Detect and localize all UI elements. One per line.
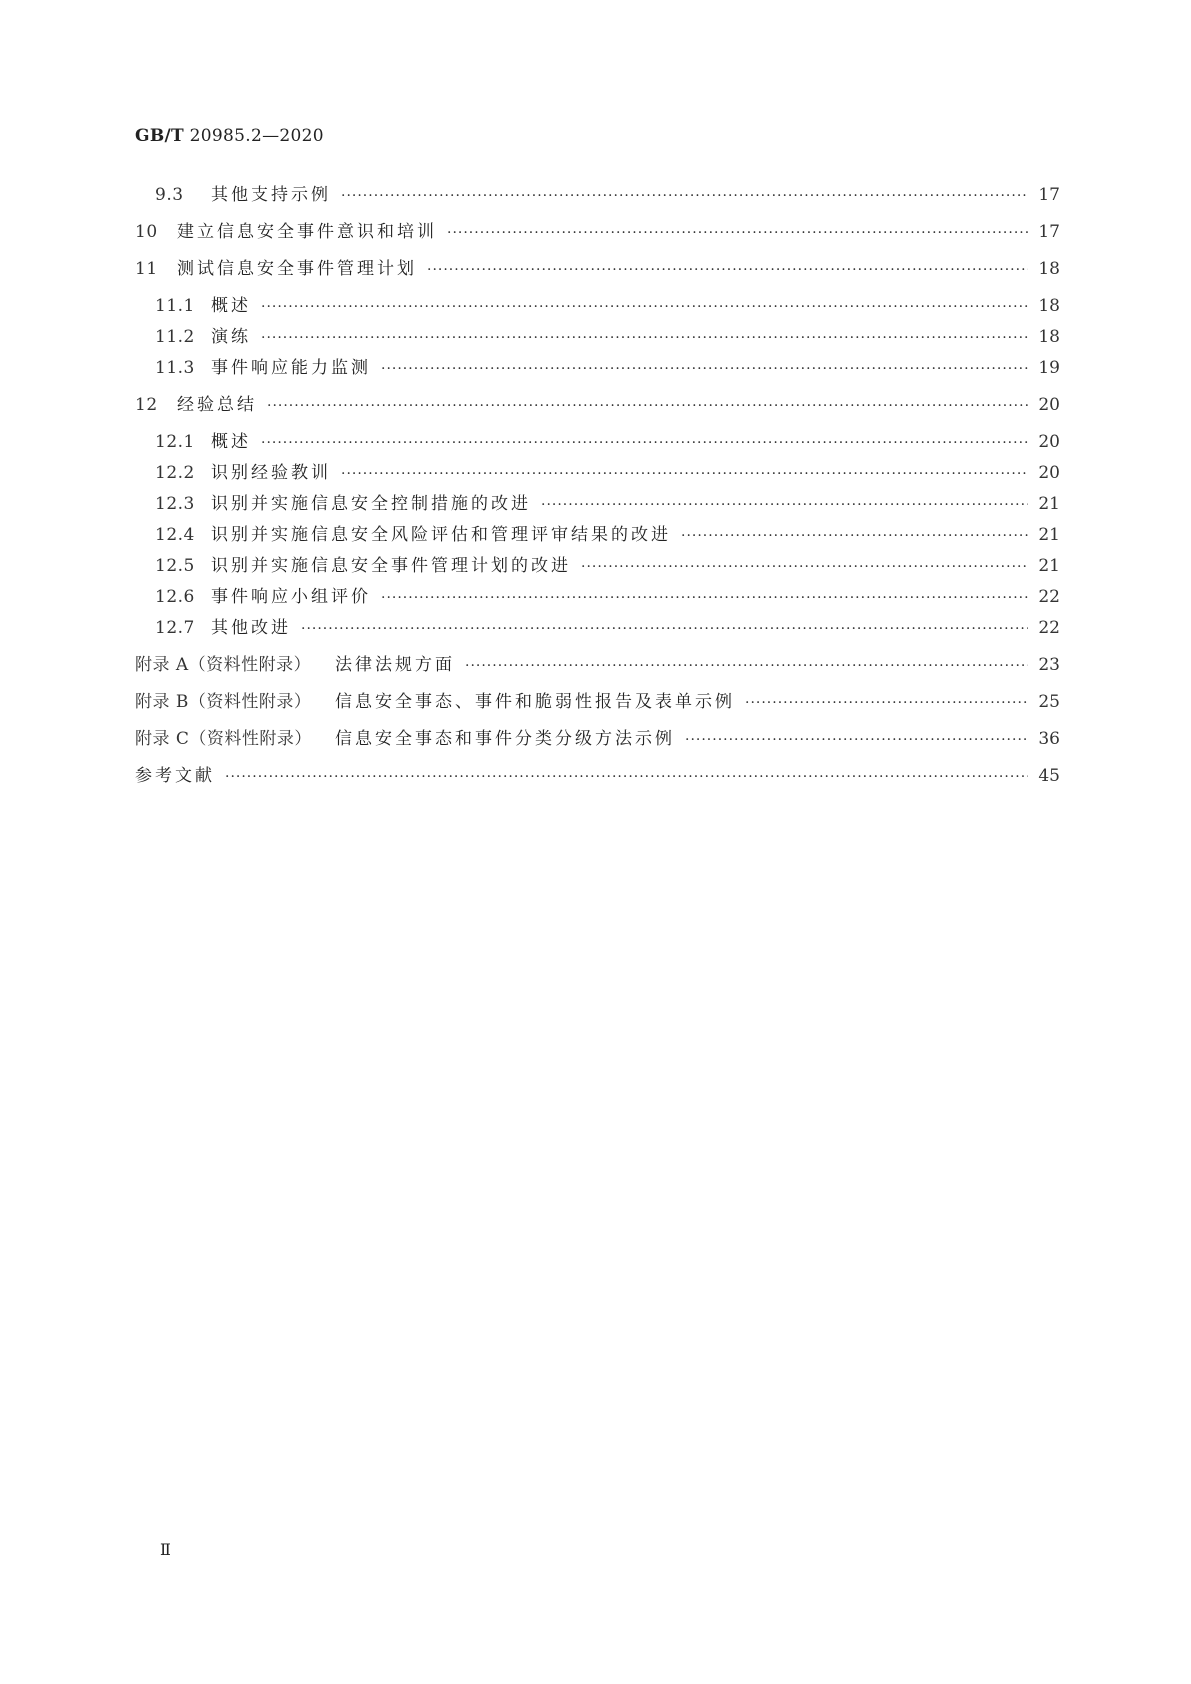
toc-dot-leader [381, 361, 1028, 377]
toc-entry-number: 12 [135, 395, 158, 415]
toc-entry-number: 11 [135, 259, 158, 279]
toc-dot-leader [427, 262, 1028, 278]
toc-entry-title: 事件响应小组评价 [211, 587, 371, 607]
toc-entry-number: 10 [135, 222, 158, 242]
toc-entry-title: 信息安全事态、事件和脆弱性报告及表单示例 [335, 692, 735, 712]
toc-entry-number: 11.2 [155, 327, 195, 347]
toc-entry[interactable] [135, 180, 1060, 217]
toc-entry-page: 20 [1038, 432, 1060, 452]
toc-dot-leader [341, 466, 1028, 482]
toc-entry[interactable] [135, 520, 1060, 551]
table-of-contents [135, 180, 1060, 798]
toc-entry-page: 18 [1038, 296, 1060, 316]
toc-entry[interactable] [135, 458, 1060, 489]
document-header [135, 126, 324, 146]
toc-dot-leader [261, 330, 1028, 346]
toc-entry-title: 识别经验教训 [211, 463, 331, 483]
toc-entry-number: 12.3 [155, 494, 195, 514]
toc-entry-page: 18 [1038, 259, 1060, 279]
toc-entry[interactable] [135, 613, 1060, 650]
toc-entry-page: 45 [1038, 766, 1060, 786]
toc-entry-number: 12.5 [155, 556, 195, 576]
toc-entry-page: 18 [1038, 327, 1060, 347]
toc-entry-number: 11.3 [155, 358, 195, 378]
toc-dot-leader [261, 435, 1028, 451]
toc-entry-page: 17 [1038, 222, 1060, 242]
toc-entry-title: 经验总结 [177, 395, 257, 415]
toc-entry[interactable] [135, 254, 1060, 291]
toc-entry[interactable] [135, 390, 1060, 427]
toc-entry-page: 19 [1038, 358, 1060, 378]
toc-entry[interactable] [135, 761, 1060, 798]
toc-entry-title: 其他改进 [211, 618, 291, 638]
toc-entry-page: 20 [1038, 395, 1060, 415]
toc-entry-number: 9.3 [155, 185, 184, 205]
toc-dot-leader [745, 695, 1028, 711]
toc-entry-title: 识别并实施信息安全事件管理计划的改进 [211, 556, 571, 576]
toc-entry-title: 演练 [211, 327, 251, 347]
toc-entry-page: 23 [1038, 655, 1060, 675]
toc-dot-leader [341, 188, 1028, 204]
toc-dot-leader [447, 225, 1028, 241]
toc-entry-title: 概述 [211, 296, 251, 316]
toc-entry-title: 事件响应能力监测 [211, 358, 371, 378]
toc-entry-number: 附录 C（资料性附录） [135, 729, 312, 749]
toc-entry[interactable] [135, 551, 1060, 582]
toc-entry-title: 其他支持示例 [211, 185, 331, 205]
toc-entry[interactable] [135, 650, 1060, 687]
toc-entry-page: 21 [1038, 494, 1060, 514]
toc-entry[interactable] [135, 687, 1060, 724]
toc-entry-number: 12.2 [155, 463, 195, 483]
toc-entry-number: 12.1 [155, 432, 195, 452]
toc-entry-page: 36 [1038, 729, 1060, 749]
page-number: Ⅱ [160, 1540, 171, 1559]
toc-entry-title: 识别并实施信息安全风险评估和管理评审结果的改进 [211, 525, 671, 545]
toc-dot-leader [267, 398, 1028, 414]
toc-entry[interactable] [135, 489, 1060, 520]
toc-entry-number: 12.7 [155, 618, 195, 638]
standard-number: 20985.2—2020 [189, 126, 324, 146]
toc-entry-title: 法律法规方面 [335, 655, 455, 675]
toc-entry-title: 信息安全事态和事件分类分级方法示例 [335, 729, 675, 749]
toc-entry[interactable] [135, 353, 1060, 390]
toc-dot-leader [681, 528, 1028, 544]
toc-entry-page: 21 [1038, 525, 1060, 545]
toc-dot-leader [225, 769, 1028, 785]
toc-entry-title: 参考文献 [135, 766, 215, 786]
toc-dot-leader [541, 497, 1028, 513]
toc-entry-title: 识别并实施信息安全控制措施的改进 [211, 494, 531, 514]
toc-entry-number: 附录 B（资料性附录） [135, 692, 312, 712]
toc-dot-leader [381, 590, 1028, 606]
toc-entry-title: 测试信息安全事件管理计划 [177, 259, 417, 279]
toc-dot-leader [465, 658, 1028, 674]
standard-code: GB/T [135, 126, 184, 146]
toc-entry-number: 12.6 [155, 587, 195, 607]
toc-entry[interactable] [135, 291, 1060, 322]
toc-entry-number: 12.4 [155, 525, 195, 545]
toc-dot-leader [301, 621, 1028, 637]
toc-entry[interactable] [135, 217, 1060, 254]
toc-entry-page: 21 [1038, 556, 1060, 576]
toc-entry-page: 20 [1038, 463, 1060, 483]
toc-entry[interactable] [135, 724, 1060, 761]
toc-entry[interactable] [135, 582, 1060, 613]
toc-dot-leader [685, 732, 1028, 748]
toc-entry-title: 建立信息安全事件意识和培训 [177, 222, 437, 242]
toc-dot-leader [261, 299, 1028, 315]
toc-entry-page: 22 [1038, 618, 1060, 638]
toc-entry-number: 11.1 [155, 296, 195, 316]
toc-entry-page: 22 [1038, 587, 1060, 607]
toc-entry-number: 附录 A（资料性附录） [135, 655, 312, 675]
toc-entry-page: 17 [1038, 185, 1060, 205]
toc-entry-title: 概述 [211, 432, 251, 452]
toc-dot-leader [581, 559, 1028, 575]
toc-entry[interactable] [135, 322, 1060, 353]
toc-entry-page: 25 [1038, 692, 1060, 712]
toc-entry[interactable] [135, 427, 1060, 458]
